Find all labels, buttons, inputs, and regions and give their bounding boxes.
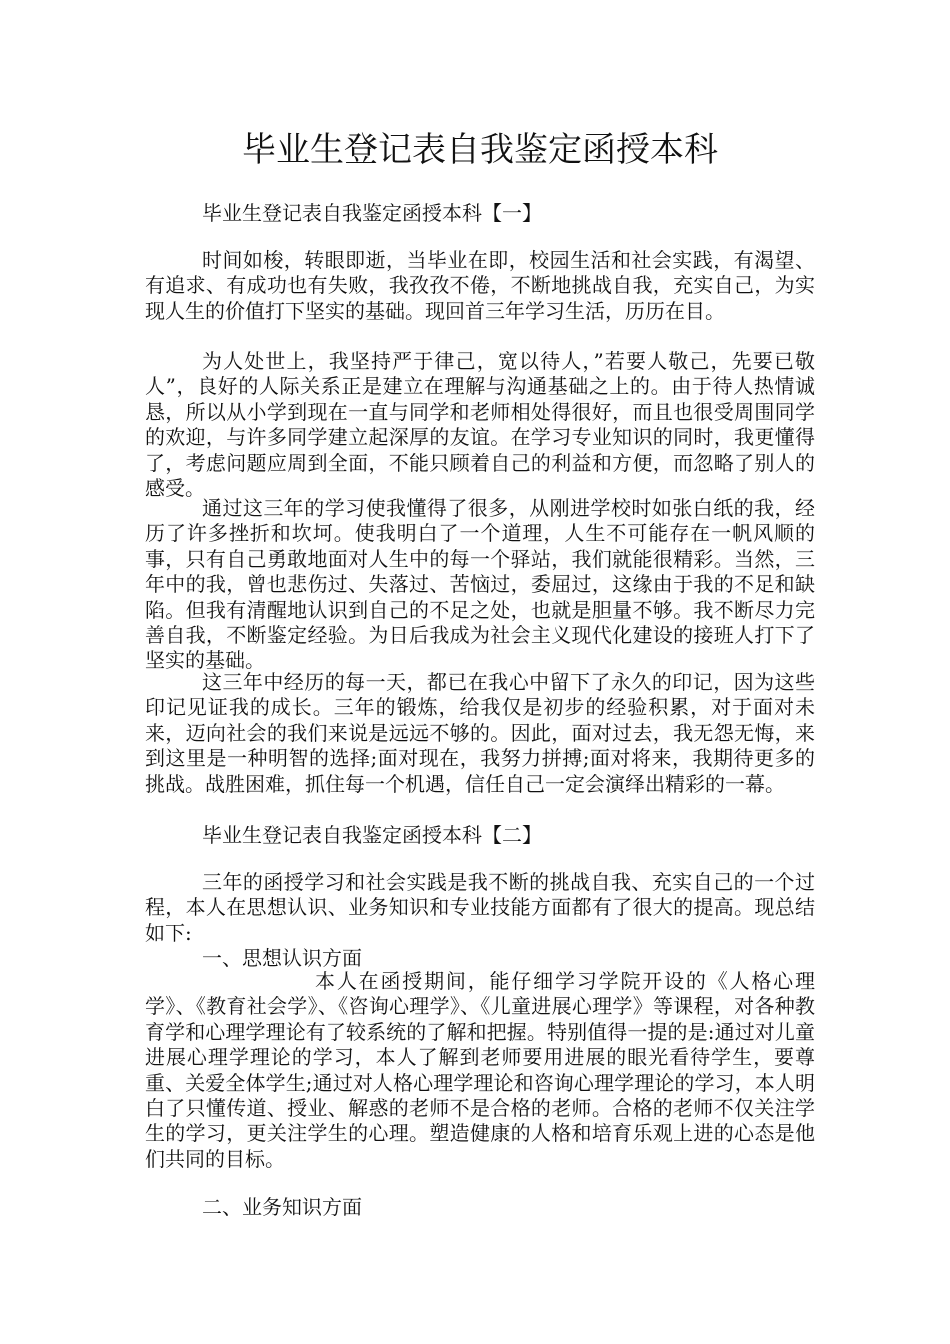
subsection-thought-text: 本人在函授期间，能仔细学习学院开设的《人格心理学》、《教育社会学》、《咨询心理学》、《儿童进展心理学》等课程，对各种教育学和心理学理论有了较系统的了解和把握。特别值得一提的是:通过对儿童进展心理学理论的学习，本人了解到老师要用进展的眼光看待学生，要尊重、关爱全体学生;通过对人格心理学理论和咨询心理学理论的学习，本人明白了只懂传道、授业、解惑的老师不是合格的老师。合格的老师不仅关注学生的学习，更关注学生的心理。塑造健康的人格和培育乐观上进的心态是他们共同的目标。	[145, 969, 815, 1171]
subsection-business-heading: 二、业务知识方面	[202, 1195, 362, 1219]
subsection-thought-heading: 一、思想认识方面	[202, 946, 362, 970]
section-one-paragraph-3: 通过这三年的学习使我懂得了很多，从刚进学校时如张白纸的我，经历了许多挫折和坎坷。使我明白了一个道理，人生不可能存在一帆风顺的事，只有自己勇敢地面对人生中的每一个驿站，我们就能很精彩。当然，三年中的我，曾也悲伤过、失落过、苦恼过，委屈过，这缘由于我的不足和缺陷。但我有清醒地认识到自己的不足之处，也就是胆量不够。我不断尽力完善自我，不断鉴定经验。为日后我成为社会主义现代化建设的接班人打下了坚实的基础。	[145, 496, 815, 673]
section-one-paragraph-4: 这三年中经历的每一天，都已在我心中留下了永久的印记，因为这些印记见证我的成长。三年的锻炼，给我仅是初步的经验积累，对于面对未来，迈向社会的我们来说是远远不够的。因此，面对过去，我无怨无悔，来到这里是一种明智的选择;面对现在，我努力拼搏;面对将来，我期待更多的挑战。战胜困难，抓住每一个机遇，信任自己一定会演绎出精彩的一幕。	[145, 670, 815, 796]
section-two-intro: 三年的函授学习和社会实践是我不断的挑战自我、充实自己的一个过程，本人在思想认识、业务知识和专业技能方面都有了很大的提高。现总结如下:	[145, 870, 815, 945]
section-two-heading: 毕业生登记表自我鉴定函授本科【二】	[202, 823, 542, 847]
section-one-heading: 毕业生登记表自我鉴定函授本科【一】	[202, 201, 542, 225]
section-one-paragraph-1: 时间如梭，转眼即逝，当毕业在即，校园生活和社会实践，有渴望、有追求、有成功也有失败，我孜孜不倦，不断地挑战自我，充实自己，为实现人生的价值打下坚实的基础。现回首三年学习生活，历历在目。	[145, 248, 815, 323]
document-title: 毕业生登记表自我鉴定函授本科	[242, 130, 718, 170]
section-one-paragraph-2: 为人处世上，我坚持严于律己，宽以待人，”若要人敬己，先要已敬人”，良好的人际关系正是建立在理解与沟通基础之上的。由于待人热情诚恳，所以从小学到现在一直与同学和老师相处得很好，而且也很受周围同学的欢迎，与许多同学建立起深厚的友谊。在学习专业知识的同时，我更懂得了，考虑问题应周到全面，不能只顾着自己的利益和方便，而忽略了别人的感受。	[145, 349, 815, 501]
